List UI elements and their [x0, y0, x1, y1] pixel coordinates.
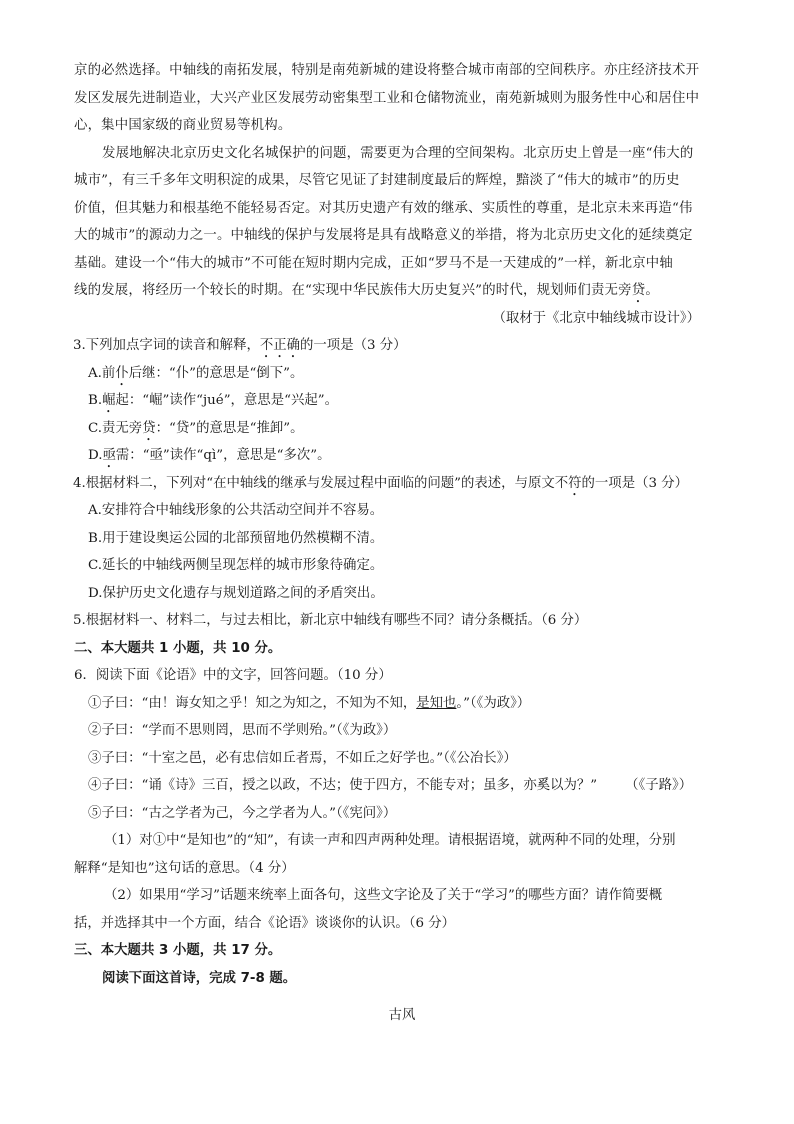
text-span: 。: [645, 283, 659, 298]
text-span: 后继：“仆”的意思是“倒下”。: [128, 365, 304, 381]
emphasized-char: 贷: [142, 420, 156, 436]
text-span: D.: [88, 448, 103, 463]
underlined-text: 是知也: [416, 695, 457, 711]
poem-title: 古风: [388, 1008, 416, 1023]
text-span: 的一项是（3 分）: [581, 475, 689, 491]
section-2-heading: 二、本大题共 1 小题，共 10 分。: [74, 640, 282, 656]
analects-item-3: ③子曰：“十室之邑，必有忠信如丘者焉，不如丘之好学也。”（《公冶长》）: [88, 750, 517, 766]
text-span: 。”（《为政》）: [456, 695, 531, 711]
text-span: 4.根据材料二，下列对“在中轴线的继承与发展过程中面临的问题”的表述，与原文不: [73, 475, 569, 491]
question-3-option-d: [74, 442, 740, 470]
poem-instructions: 阅读下面这首诗，完成 7-8 题。: [102, 970, 297, 986]
question-6-stem: 6．阅读下面《论语》中的文字，回答问题。（10 分）: [74, 668, 392, 683]
question-6-sub-1: （1）对①中“是知也”的“知”，有读一声和四声两种处理。请根据语境，就两种不同的处理，分别: [104, 833, 676, 848]
question-3-stem: [73, 332, 740, 360]
analects-item-4: [74, 772, 740, 800]
text-span: ①子曰：“由！诲女知之乎！知之为知之，不知为不知，: [88, 695, 417, 711]
question-3-option-c: [74, 415, 740, 443]
text-span: 需：“亟”读作“qì”，意思是“多次”。: [115, 448, 331, 463]
emphasized-text: 不正确: [259, 338, 301, 353]
text-span: 起：“崛”读作“jué”，意思是“兴起”。: [115, 393, 338, 408]
material-line: [74, 277, 740, 305]
text-span: C.责无旁: [88, 420, 143, 436]
question-6-sub-2: （2）如果用“学习”话题来统率上面各句，这些文字论及了关于“学习”的哪些方面？请作简要概: [104, 888, 663, 903]
question-4-option-b: B.用于建设奥运公园的北部预留地仍然模糊不清。: [88, 530, 384, 546]
material-line: 京的必然选择。中轴线的南拓发展，特别是南苑新城的建设将整合城市南部的空间秩序。亦庄经济技术开: [74, 63, 700, 78]
text-span: B.: [88, 393, 103, 408]
question-4-option-d: D.保护历史文化遗存与规划道路之间的矛盾突出。: [88, 585, 384, 601]
material-line: 大的城市”的源动力之一。中轴线的保护与发展将是具有战略意义的举措，将为北京历史文化的延续奠定: [74, 228, 693, 243]
analects-item-1: [74, 690, 740, 718]
material-line: 价值，但其魅力和根基绝不能轻易否定。对其历史遗产有效的继承、实质性的尊重，是北京未来再造“伟: [74, 200, 693, 216]
material-line: 心，集中国家级的商业贸易等机构。: [74, 118, 292, 133]
question-4-option-a: A.安排符合中轴线形象的公共活动空间并不容易。: [88, 503, 384, 518]
question-6-sub-1-cont: 解释“是知也”这句话的意思。（4 分）: [74, 860, 295, 876]
text-span: 的一项是（3 分）: [300, 338, 407, 353]
text-span: （《子路》）: [625, 778, 693, 793]
text-span: 线的发展，将经历一个较长的时期。在“实现中华民族伟大历史复兴”的时代，规划师们责无旁: [74, 283, 632, 298]
material-line: 基础。建设一个“伟大的城市”不可能在短时期内完成，正如“罗马不是一天建成的”一样，新北京中轴: [74, 255, 673, 271]
question-6-sub-2-cont: 括，并选择其中一个方面，结合《论语》谈谈你的认识。（6 分）: [74, 915, 456, 931]
material-line: 城市”，有三千多年文明积淀的成果，尽管它见证了封建制度最后的辉煌，黯淡了“伟大的城市”的历史: [74, 173, 680, 188]
emphasized-char: 亟: [102, 448, 116, 463]
analects-item-2: ②子曰：“学而不思则罔，思而不学则殆。”（《为政》）: [88, 723, 397, 738]
question-3-option-a: [74, 360, 740, 388]
emphasized-char: 仆: [115, 365, 129, 381]
emphasized-char: 贷: [631, 283, 646, 298]
material-line: 发展地解决北京历史文化名城保护的问题，需要更为合理的空间架构。北京历史上曾是一座“伟大的: [102, 145, 694, 161]
analects-item-5: ⑤子曰：“古之学者为己，今之学者为人。”（《宪问》）: [88, 805, 397, 821]
text-span: 3.下列加点字词的读音和解释，: [73, 338, 260, 353]
text-span: ④子曰：“诵《诗》三百，授之以政，不达；使于四方，不能专对；虽多，亦奚以为？”: [88, 778, 598, 793]
emphasized-char: 符: [568, 475, 582, 491]
question-4-stem: [73, 470, 740, 498]
material-line: 发区发展先进制造业，大兴产业区发展劳动密集型工业和仓储物流业，南苑新城则为服务性中心和居住中: [74, 90, 700, 106]
text-span: ：“贷”的意思是“推卸”。: [155, 420, 304, 436]
emphasized-char: 崛: [102, 393, 116, 408]
text-span: A.前: [88, 365, 116, 381]
section-3-heading: 三、本大题共 3 小题，共 17 分。: [74, 943, 282, 958]
material-source: （取材于《北京中轴线城市设计》）: [492, 310, 700, 326]
question-5: 5.根据材料一、材料二，与过去相比，新北京中轴线有哪些不同？请分条概括。（6 分）: [73, 613, 588, 628]
question-4-option-c: C.延长的中轴线两侧呈现怎样的城市形象待确定。: [88, 558, 384, 573]
question-3-option-b: [74, 387, 740, 415]
